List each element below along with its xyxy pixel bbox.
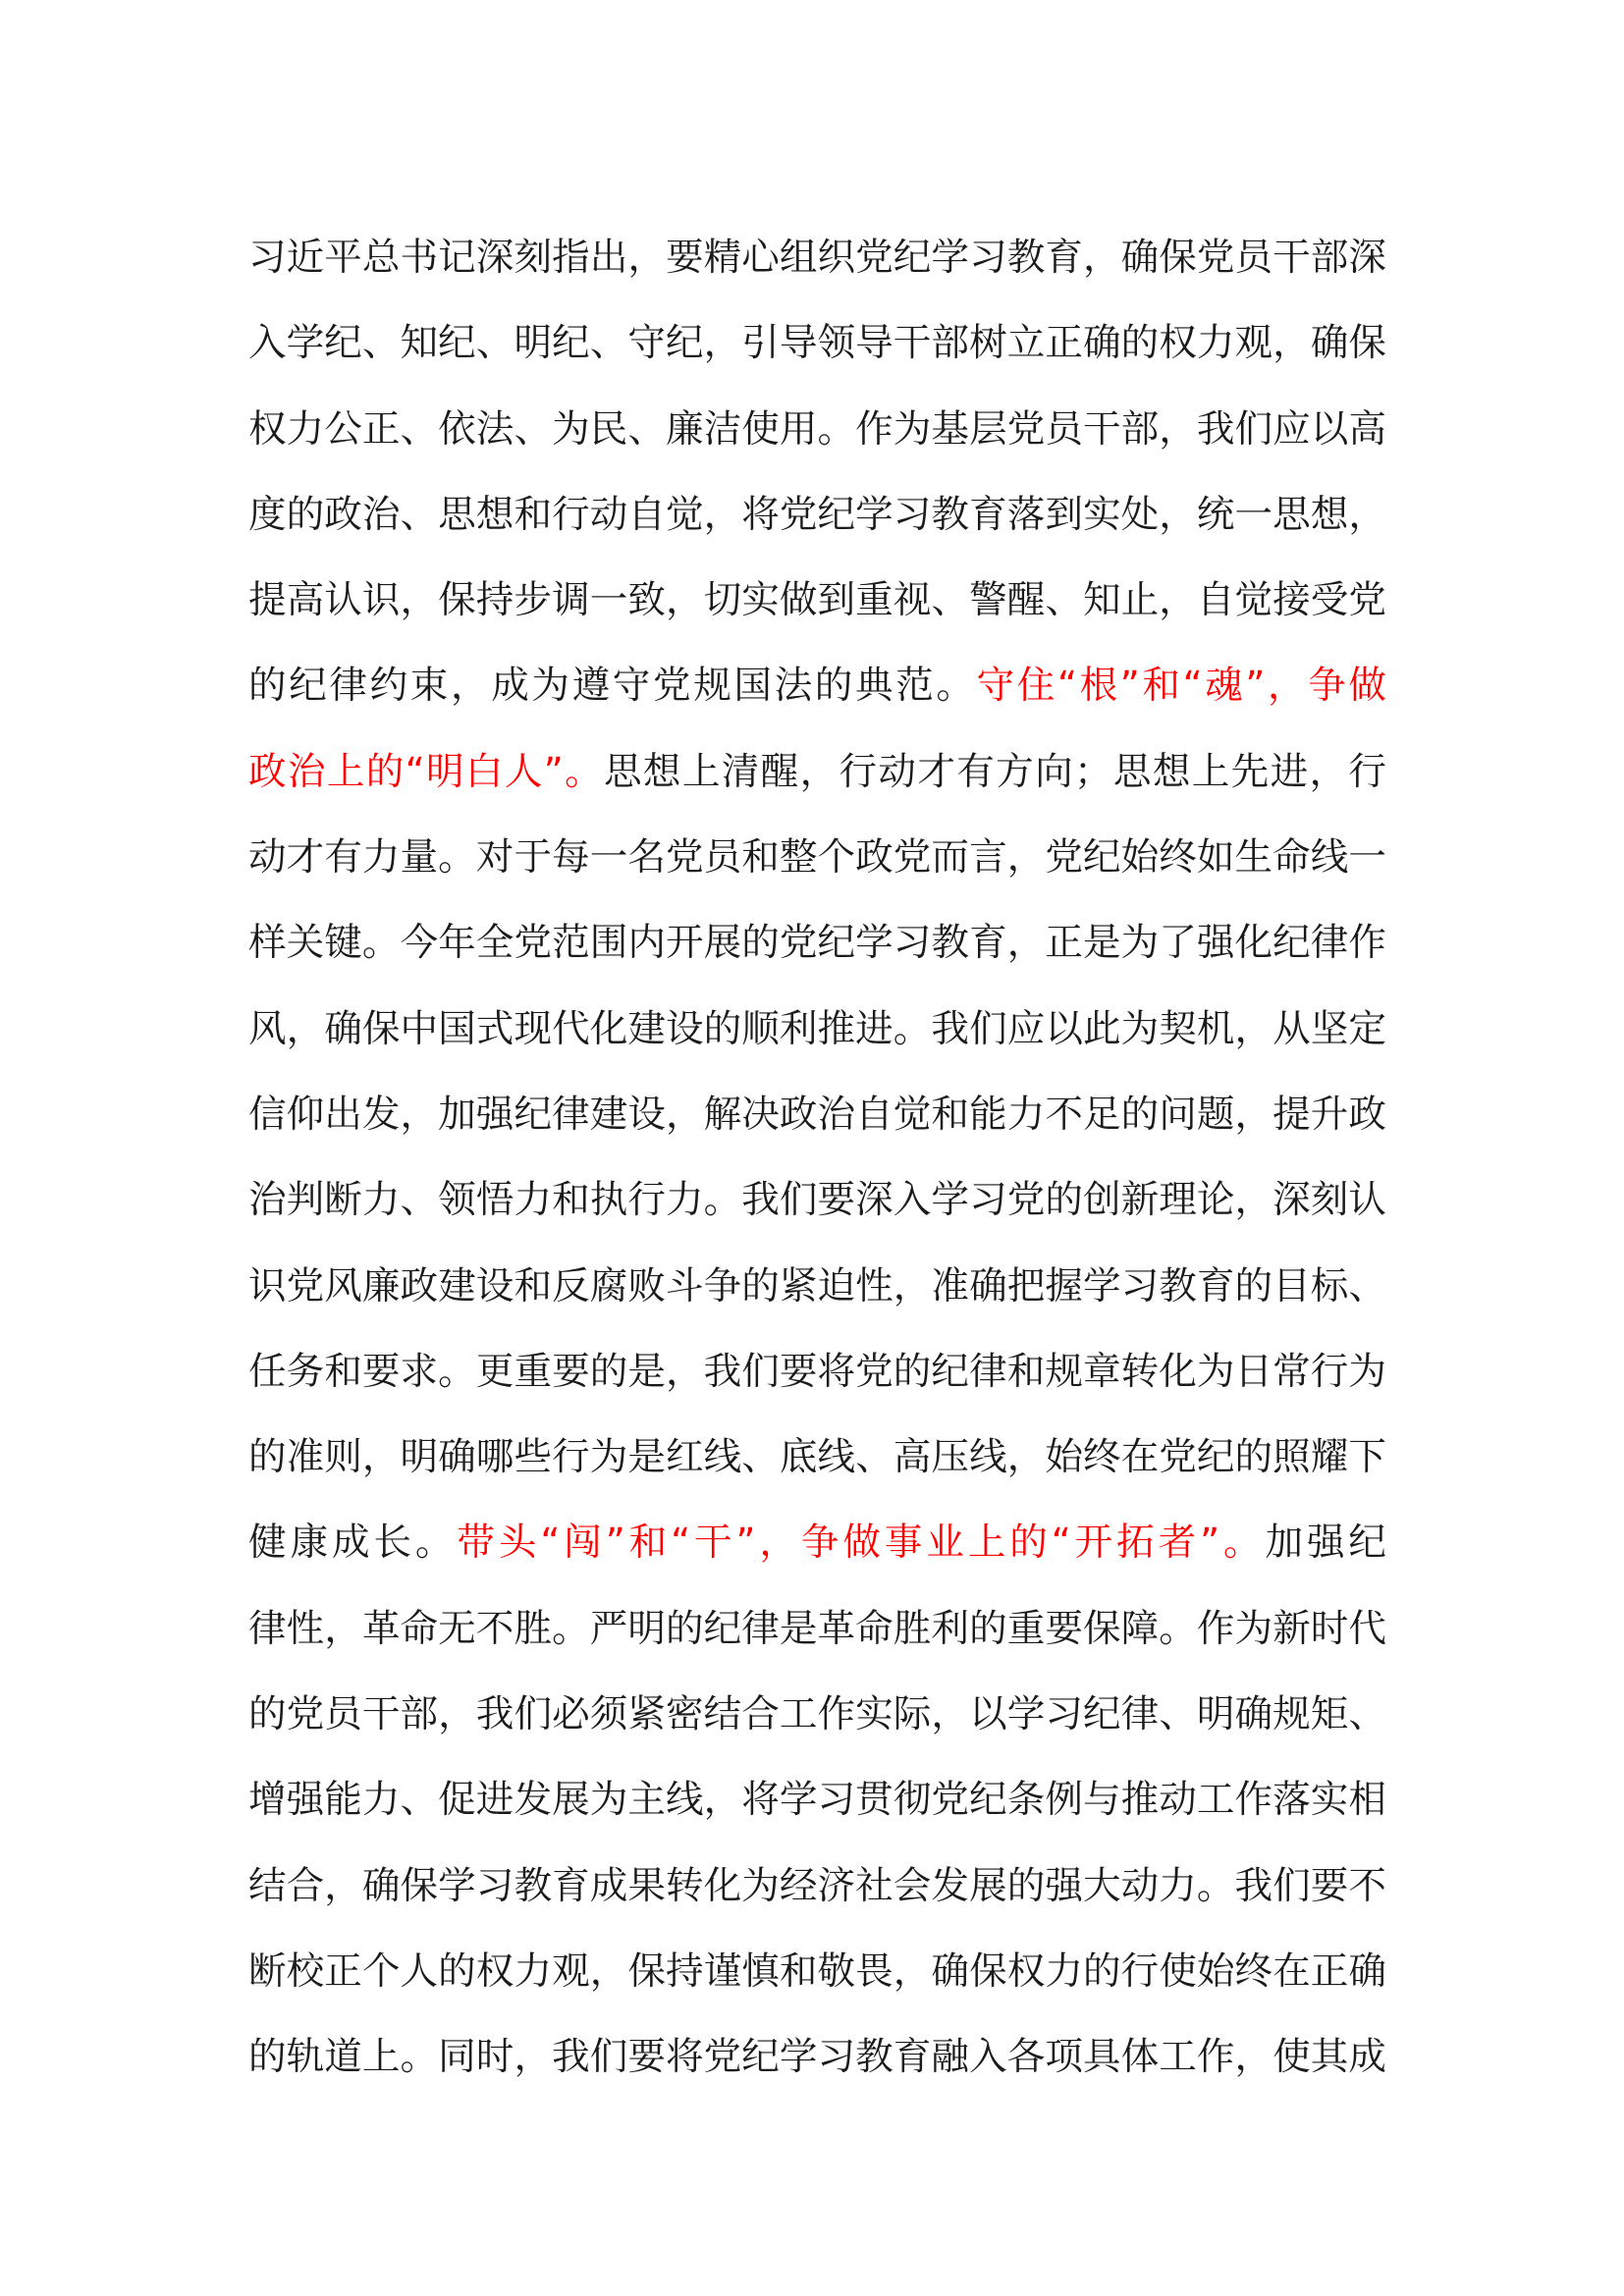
text-line xyxy=(248,387,1386,472)
text-line xyxy=(248,1415,1386,1500)
text-line xyxy=(248,643,1386,728)
body-text: 提高认识，保持步调一致，切实做到重视、警醒、知止，自觉接受党 xyxy=(248,578,1386,623)
body-text: 的准则，明确哪些行为是红线、底线、高压线，始终在党纪的照耀下 xyxy=(248,1435,1386,1480)
body-text: 动才有力量。对于每一名党员和整个政党而言，党纪始终如生命线一 xyxy=(248,835,1386,881)
body-text: 入学纪、知纪、明纪、守纪，引导领导干部树立正确的权力观，确保 xyxy=(248,321,1386,366)
highlighted-heading-text: 政治上的“明白人”。 xyxy=(248,749,604,794)
text-line xyxy=(248,729,1386,815)
body-text: 习近平总书记深刻指出，要精心组织党纪学习教育，确保党员干部深 xyxy=(248,236,1386,280)
body-text: 风，确保中国式现代化建设的顺利推进。我们应以此为契机，从坚定 xyxy=(248,1006,1386,1051)
text-line xyxy=(248,472,1386,558)
document-body xyxy=(248,215,1386,2101)
text-line xyxy=(248,1586,1386,1672)
text-line xyxy=(248,1157,1386,1243)
text-line xyxy=(248,987,1386,1072)
body-text: 权力公正、依法、为民、廉洁使用。作为基层党员干部，我们应以高 xyxy=(248,406,1386,452)
text-line xyxy=(248,1929,1386,2014)
body-text: 的轨道上。同时，我们要将党纪学习教育融入各项具体工作，使其成 xyxy=(248,2035,1386,2080)
body-text: 结合，确保学习教育成果转化为经济社会发展的强大动力。我们要不 xyxy=(248,1863,1386,1908)
text-line xyxy=(248,900,1386,986)
highlighted-heading-text: 带头“闯”和“干”，争做事业上的“开拓者”。 xyxy=(457,1521,1266,1566)
text-line xyxy=(248,1500,1386,1585)
highlighted-heading-text: 守住“根”和“魂”，争做 xyxy=(976,664,1386,709)
body-text: 识党风廉政建设和反腐败斗争的紧迫性，准确把握学习教育的目标、 xyxy=(248,1263,1386,1308)
body-text: 的纪律约束，成为遵守党规国法的典范。 xyxy=(248,664,977,709)
body-text: 样关键。今年全党范围内开展的党纪学习教育，正是为了强化纪律作 xyxy=(248,921,1386,966)
text-line xyxy=(248,558,1386,643)
body-text: 任务和要求。更重要的是，我们要将党的纪律和规章转化为日常行为 xyxy=(248,1349,1386,1394)
text-line xyxy=(248,215,1386,300)
body-text: 治判断力、领悟力和执行力。我们要深入学习党的创新理论，深刻认 xyxy=(248,1178,1386,1223)
text-line xyxy=(248,815,1386,900)
text-line xyxy=(248,1072,1386,1157)
body-text: 加强纪 xyxy=(1265,1521,1387,1566)
text-line xyxy=(248,1672,1386,1757)
text-line xyxy=(248,1329,1386,1415)
text-line xyxy=(248,1757,1386,1842)
body-text: 信仰出发，加强纪律建设，解决政治自觉和能力不足的问题，提升政 xyxy=(248,1092,1386,1137)
body-text: 增强能力、促进发展为主线，将学习贯彻党纪条例与推动工作落实相 xyxy=(248,1778,1386,1823)
body-text: 断校正个人的权力观，保持谨慎和敬畏，确保权力的行使始终在正确 xyxy=(248,1949,1386,1994)
body-text: 思想上清醒，行动才有方向；思想上先进，行 xyxy=(604,749,1386,794)
text-line xyxy=(248,1843,1386,1929)
body-text: 的党员干部，我们必须紧密结合工作实际，以学习纪律、明确规矩、 xyxy=(248,1692,1386,1737)
text-line xyxy=(248,300,1386,386)
text-line xyxy=(248,1244,1386,1329)
body-text: 度的政治、思想和行动自觉，将党纪学习教育落到实处，统一思想， xyxy=(248,492,1386,537)
body-text: 律性，革命无不胜。严明的纪律是革命胜利的重要保障。作为新时代 xyxy=(248,1606,1386,1651)
text-line xyxy=(248,2014,1386,2100)
body-text: 健康成长。 xyxy=(248,1521,458,1566)
